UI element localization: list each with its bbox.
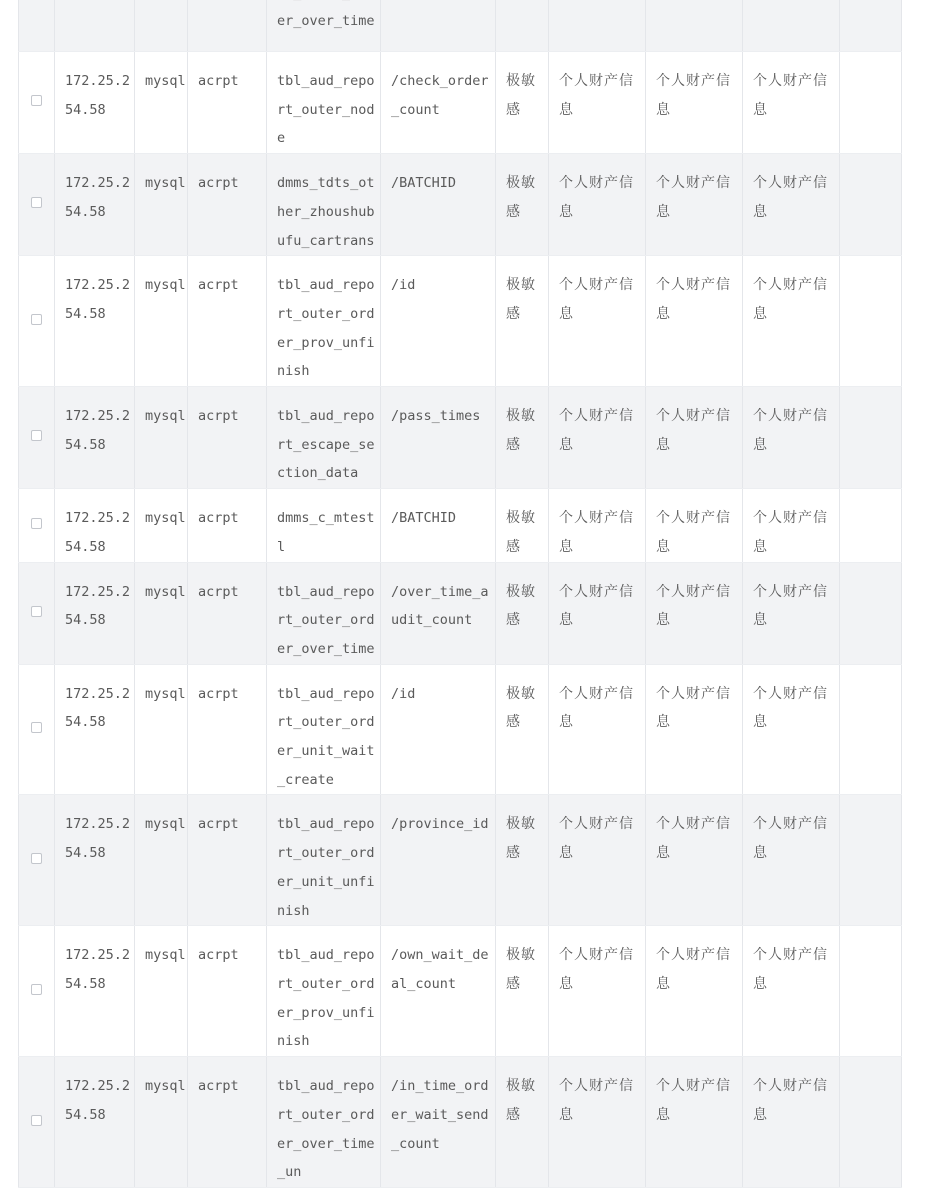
cell-category-3: 个人财产信息 bbox=[743, 52, 840, 154]
cell-sensitivity-level: 极敏感 bbox=[496, 562, 549, 664]
cell-field-path: /in_time_order_wait_send_count bbox=[381, 1057, 496, 1188]
cell-category-1: 个人财产信息 bbox=[549, 52, 646, 154]
cell-actions bbox=[840, 387, 902, 489]
cell-schema: acrpt bbox=[188, 154, 267, 256]
table-row bbox=[19, 926, 902, 1057]
cell-table-name: tbl_aud_report_outer_order_over_time bbox=[267, 562, 381, 664]
cell-table-name: tbl_aud_report_escape_section_data bbox=[267, 387, 381, 489]
cell-category-2: 个人财产信息 bbox=[646, 256, 743, 387]
cell-actions bbox=[840, 664, 902, 795]
cell-actions bbox=[840, 795, 902, 926]
cell-select bbox=[19, 387, 55, 489]
cell-actions bbox=[840, 0, 902, 52]
cell-field-path: /own_wait_deal_count bbox=[381, 926, 496, 1057]
cell-schema: acrpt bbox=[188, 489, 267, 562]
cell-db-type: mysql bbox=[135, 52, 188, 154]
cell-db-type: mysql bbox=[135, 489, 188, 562]
table-row bbox=[19, 387, 902, 489]
cell-ip-address: 172.25.254.58 bbox=[55, 664, 135, 795]
cell-category-1: 个人财产信息 bbox=[549, 387, 646, 489]
cell-field-path: /id bbox=[381, 664, 496, 795]
cell-schema: acrpt bbox=[188, 926, 267, 1057]
cell-sensitivity-level: 极敏感 bbox=[496, 1057, 549, 1188]
table-row bbox=[19, 52, 902, 154]
cell-category-2: 个人财产信息 bbox=[646, 1057, 743, 1188]
cell-sensitivity-level: 极敏感 bbox=[496, 256, 549, 387]
cell-category-1: 个人财产信息 bbox=[549, 256, 646, 387]
cell-sensitivity-level: 极敏感 bbox=[496, 489, 549, 562]
row-select-checkbox[interactable] bbox=[31, 430, 42, 441]
cell-ip-address: 172.25.254.58 bbox=[55, 926, 135, 1057]
cell-actions bbox=[840, 256, 902, 387]
cell-actions bbox=[840, 52, 902, 154]
cell-category-2: 个人财产信息 bbox=[646, 52, 743, 154]
cell-schema: acrpt bbox=[188, 562, 267, 664]
table-row bbox=[19, 154, 902, 256]
cell-category-1: 个人财产信息 bbox=[549, 154, 646, 256]
cell-category-3: 个人财产信息 bbox=[743, 387, 840, 489]
cell-select bbox=[19, 664, 55, 795]
cell-db-type: mysql bbox=[135, 795, 188, 926]
row-select-checkbox[interactable] bbox=[31, 314, 42, 325]
cell-table-name: tbl_aud_report_outer_order_unit_wait_create bbox=[267, 664, 381, 795]
row-select-checkbox[interactable] bbox=[31, 853, 42, 864]
cell-db-type: mysql bbox=[135, 154, 188, 256]
table-row bbox=[19, 1057, 902, 1188]
cell-db-type: mysql bbox=[135, 926, 188, 1057]
cell-category-3: 个人财产信息 bbox=[743, 562, 840, 664]
table-body bbox=[19, 0, 902, 1187]
row-select-checkbox[interactable] bbox=[31, 722, 42, 733]
cell-db-type: mysql bbox=[135, 1057, 188, 1188]
cell-ip-address bbox=[55, 0, 135, 52]
sensitive-data-table bbox=[18, 0, 902, 1188]
cell-actions bbox=[840, 154, 902, 256]
cell-sensitivity-level: 极敏感 bbox=[496, 795, 549, 926]
cell-table-name: tbl_aud_report_outer_order_over_time_un bbox=[267, 1057, 381, 1188]
cell-ip-address: 172.25.254.58 bbox=[55, 1057, 135, 1188]
table-row bbox=[19, 0, 902, 52]
cell-field-path: /BATCHID bbox=[381, 154, 496, 256]
row-select-checkbox[interactable] bbox=[31, 197, 42, 208]
cell-category-3: 个人财产信息 bbox=[743, 664, 840, 795]
cell-category-2: 个人财产信息 bbox=[646, 562, 743, 664]
cell-schema bbox=[188, 0, 267, 52]
cell-db-type: mysql bbox=[135, 562, 188, 664]
cell-category-1: 个人财产信息 bbox=[549, 1057, 646, 1188]
cell-actions bbox=[840, 926, 902, 1057]
cell-select bbox=[19, 489, 55, 562]
cell-category-2: 个人财产信息 bbox=[646, 387, 743, 489]
cell-select bbox=[19, 256, 55, 387]
cell-schema: acrpt bbox=[188, 795, 267, 926]
cell-field-path: /check_order_count bbox=[381, 52, 496, 154]
cell-schema: acrpt bbox=[188, 387, 267, 489]
cell-schema: acrpt bbox=[188, 52, 267, 154]
cell-category-1: 个人财产信息 bbox=[549, 795, 646, 926]
cell-actions bbox=[840, 489, 902, 562]
cell-category-3: 个人财产信息 bbox=[743, 489, 840, 562]
row-select-checkbox[interactable] bbox=[31, 518, 42, 529]
cell-sensitivity-level: 极敏感 bbox=[496, 154, 549, 256]
cell-select bbox=[19, 52, 55, 154]
row-select-checkbox[interactable] bbox=[31, 1115, 42, 1126]
cell-sensitivity-level bbox=[496, 0, 549, 52]
cell-category-3: 个人财产信息 bbox=[743, 795, 840, 926]
table-row bbox=[19, 664, 902, 795]
cell-field-path: /pass_times bbox=[381, 387, 496, 489]
cell-sensitivity-level: 极敏感 bbox=[496, 387, 549, 489]
cell-db-type: mysql bbox=[135, 664, 188, 795]
cell-category-3: 个人财产信息 bbox=[743, 154, 840, 256]
cell-category-2: 个人财产信息 bbox=[646, 154, 743, 256]
cell-table-name: dmms_tdts_other_zhoushubufu_cartrans bbox=[267, 154, 381, 256]
cell-category-1: 个人财产信息 bbox=[549, 926, 646, 1057]
right-margin bbox=[902, 0, 940, 1078]
cell-category-2: 个人财产信息 bbox=[646, 795, 743, 926]
cell-field-path: /province_id bbox=[381, 795, 496, 926]
cell-sensitivity-level: 极敏感 bbox=[496, 52, 549, 154]
cell-actions bbox=[840, 1057, 902, 1188]
cell-category-3 bbox=[743, 0, 840, 52]
cell-category-2: 个人财产信息 bbox=[646, 489, 743, 562]
cell-category-2 bbox=[646, 0, 743, 52]
cell-table-name: tbl_aud_report_outer_node bbox=[267, 52, 381, 154]
cell-table-name: tbl_aud_report_outer_order_unit_unfinish bbox=[267, 795, 381, 926]
cell-schema: acrpt bbox=[188, 664, 267, 795]
cell-ip-address: 172.25.254.58 bbox=[55, 387, 135, 489]
table-row bbox=[19, 489, 902, 562]
cell-ip-address: 172.25.254.58 bbox=[55, 154, 135, 256]
cell-field-path: /over_time_audit_count bbox=[381, 562, 496, 664]
cell-category-1: 个人财产信息 bbox=[549, 562, 646, 664]
table-row bbox=[19, 562, 902, 664]
cell-ip-address: 172.25.254.58 bbox=[55, 795, 135, 926]
cell-db-type: mysql bbox=[135, 256, 188, 387]
cell-select bbox=[19, 926, 55, 1057]
cell-field-path bbox=[381, 0, 496, 52]
cell-sensitivity-level: 极敏感 bbox=[496, 664, 549, 795]
cell-schema: acrpt bbox=[188, 1057, 267, 1188]
table-row bbox=[19, 795, 902, 926]
cell-category-2: 个人财产信息 bbox=[646, 926, 743, 1057]
row-select-checkbox[interactable] bbox=[31, 984, 42, 995]
cell-sensitivity-level: 极敏感 bbox=[496, 926, 549, 1057]
cell-select bbox=[19, 154, 55, 256]
cell-table-name: tbl_aud_report_outer_order_prov_unfinish bbox=[267, 926, 381, 1057]
row-select-checkbox[interactable] bbox=[31, 95, 42, 106]
cell-ip-address: 172.25.254.58 bbox=[55, 489, 135, 562]
cell-select bbox=[19, 1057, 55, 1188]
cell-table-name: er_over_time bbox=[267, 0, 381, 52]
cell-category-3: 个人财产信息 bbox=[743, 926, 840, 1057]
cell-db-type: mysql bbox=[135, 387, 188, 489]
cell-schema: acrpt bbox=[188, 256, 267, 387]
cell-ip-address: 172.25.254.58 bbox=[55, 52, 135, 154]
cell-actions bbox=[840, 562, 902, 664]
cell-category-3: 个人财产信息 bbox=[743, 256, 840, 387]
cell-db-type bbox=[135, 0, 188, 52]
cell-category-1: 个人财产信息 bbox=[549, 664, 646, 795]
table-row bbox=[19, 256, 902, 387]
cell-select bbox=[19, 0, 55, 52]
cell-category-1: 个人财产信息 bbox=[549, 489, 646, 562]
cell-select bbox=[19, 562, 55, 664]
cell-field-path: /BATCHID bbox=[381, 489, 496, 562]
row-select-checkbox[interactable] bbox=[31, 606, 42, 617]
cell-table-name: tbl_aud_report_outer_order_prov_unfinish bbox=[267, 256, 381, 387]
cell-ip-address: 172.25.254.58 bbox=[55, 256, 135, 387]
cell-category-2: 个人财产信息 bbox=[646, 664, 743, 795]
cell-table-name: dmms_c_mtestl bbox=[267, 489, 381, 562]
cell-category-1 bbox=[549, 0, 646, 52]
cell-select bbox=[19, 795, 55, 926]
cell-ip-address: 172.25.254.58 bbox=[55, 562, 135, 664]
cell-category-3: 个人财产信息 bbox=[743, 1057, 840, 1188]
cell-field-path: /id bbox=[381, 256, 496, 387]
